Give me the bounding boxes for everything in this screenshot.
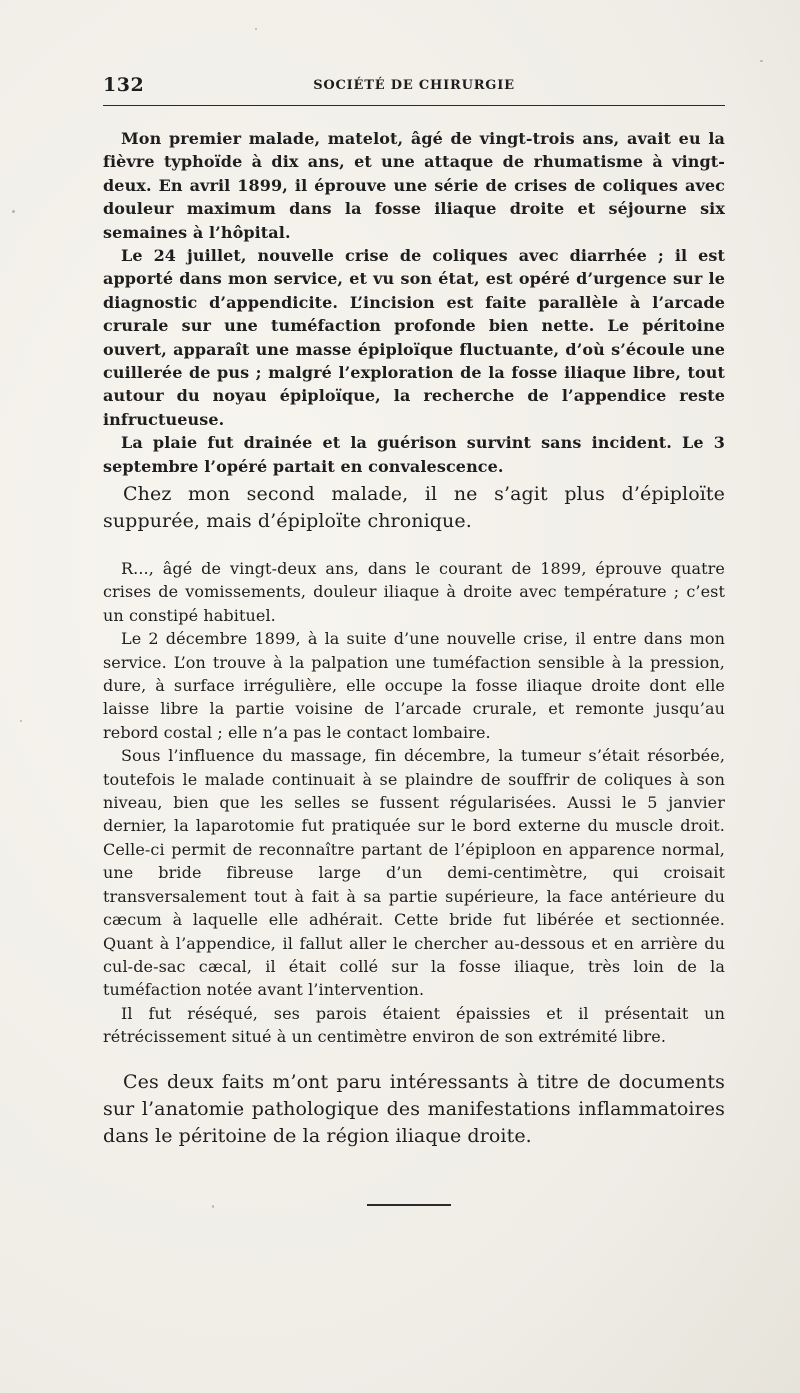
page-number: 132 (103, 74, 145, 96)
paragraph: La plaie fut drainée et la guérison survint sans incident. Le 3 septembre l’opéré partait en convalescence. (103, 433, 725, 476)
paragraph: Ces deux faits m’ont paru intéressants à titre de documents sur l’anatomie pathologique des manifestations inflammatoires dans le péritoine de la région iliaque droite. (103, 1071, 725, 1147)
header-rule (103, 105, 725, 106)
conclusion-section (103, 1069, 725, 1150)
running-title: SOCIÉTÉ DE CHIRURGIE (313, 78, 515, 93)
paragraph: Il fut réséqué, ses parois étaient épaissies et il présentait un rétrécissement situé à un centimètre environ de son extrémité libre. (103, 1003, 725, 1047)
second-case-section (103, 557, 725, 1049)
paragraph: Le 2 décembre 1899, à la suite d’une nouvelle crise, il entre dans mon service. L’on trouve à la palpation une tuméfaction sensible à la pression, dure, à surface irrégulière, elle occupe la fosse iliaque droite dont elle laisse libre la partie voisine de l’arcade crurale, et remonte jusqu’au rebord costal ; elle n’a pas le contact lombaire. (103, 629, 725, 742)
paper-speck (760, 60, 763, 62)
paragraph: Chez mon second malade, il ne s’agit plus d’épiploïte suppurée, mais d’épiploïte chronique. (103, 483, 725, 532)
paragraph: Sous l’influence du massage, fin décembre, la tumeur s’était résorbée, toutefois le malade continuait à se plaindre de souffrir de coliques à son niveau, bien que les selles se fussent régularisées. Aussi le 5 janvier dernier, la laparotomie fut pratiquée sur le bord externe du muscle droit. Celle-ci permit de reconnaître partant de l’épiploon en apparence normal, une bride fibreuse large d’un demi-centimètre, qui croisait transversalement tout à fait à sa partie supérieure, la face antérieure du cæcum à laquelle elle adhérait. Cette bride fut libérée et sectionnée. Quant à l’appendice, il fallut aller le chercher au-dessous et en arrière du cul-de-sac cæcal, il était collé sur la fosse iliaque, très loin de la tuméfaction notée avant l’intervention. (103, 746, 725, 1000)
paper-speck (12, 210, 15, 213)
paper-speck (212, 1205, 214, 1208)
page-header (103, 70, 725, 100)
paper-speck (255, 28, 257, 30)
paragraph: Mon premier malade, matelot, âgé de vingt-trois ans, avait eu la fièvre typhoïde à dix ans, et une attaque de rhumatisme à vingt-deux. En avril 1899, il éprouve une série de crises de coliques avec douleur maximum dans la fosse iliaque droite et séjourne six semaines à l’hôpital. (103, 129, 725, 242)
paragraph: R..., âgé de vingt-deux ans, dans le courant de 1899, éprouve quatre crises de vomissements, douleur iliaque à droite avec température ; c’est un constipé habituel. (103, 559, 725, 625)
transition-section (103, 481, 725, 535)
paragraph: Le 24 juillet, nouvelle crise de coliques avec diarrhée ; il est apporté dans mon service, et vu son état, est opéré d’urgence sur le diagnostic d’appendicite. L’incision est faite parallèle à l’arcade crurale sur une tuméfaction profonde bien nette. Le péritoine ouvert, apparaît une masse épiploïque fluctuante, d’où s’écoule une cuillerée de pus ; malgré l’exploration de la fosse iliaque libre, tout autour du noyau épiploïque, la recherche de l’appendice reste infructueuse. (103, 246, 725, 429)
end-rule (367, 1204, 451, 1206)
paper-speck (20, 720, 22, 722)
first-case-section (103, 127, 725, 478)
